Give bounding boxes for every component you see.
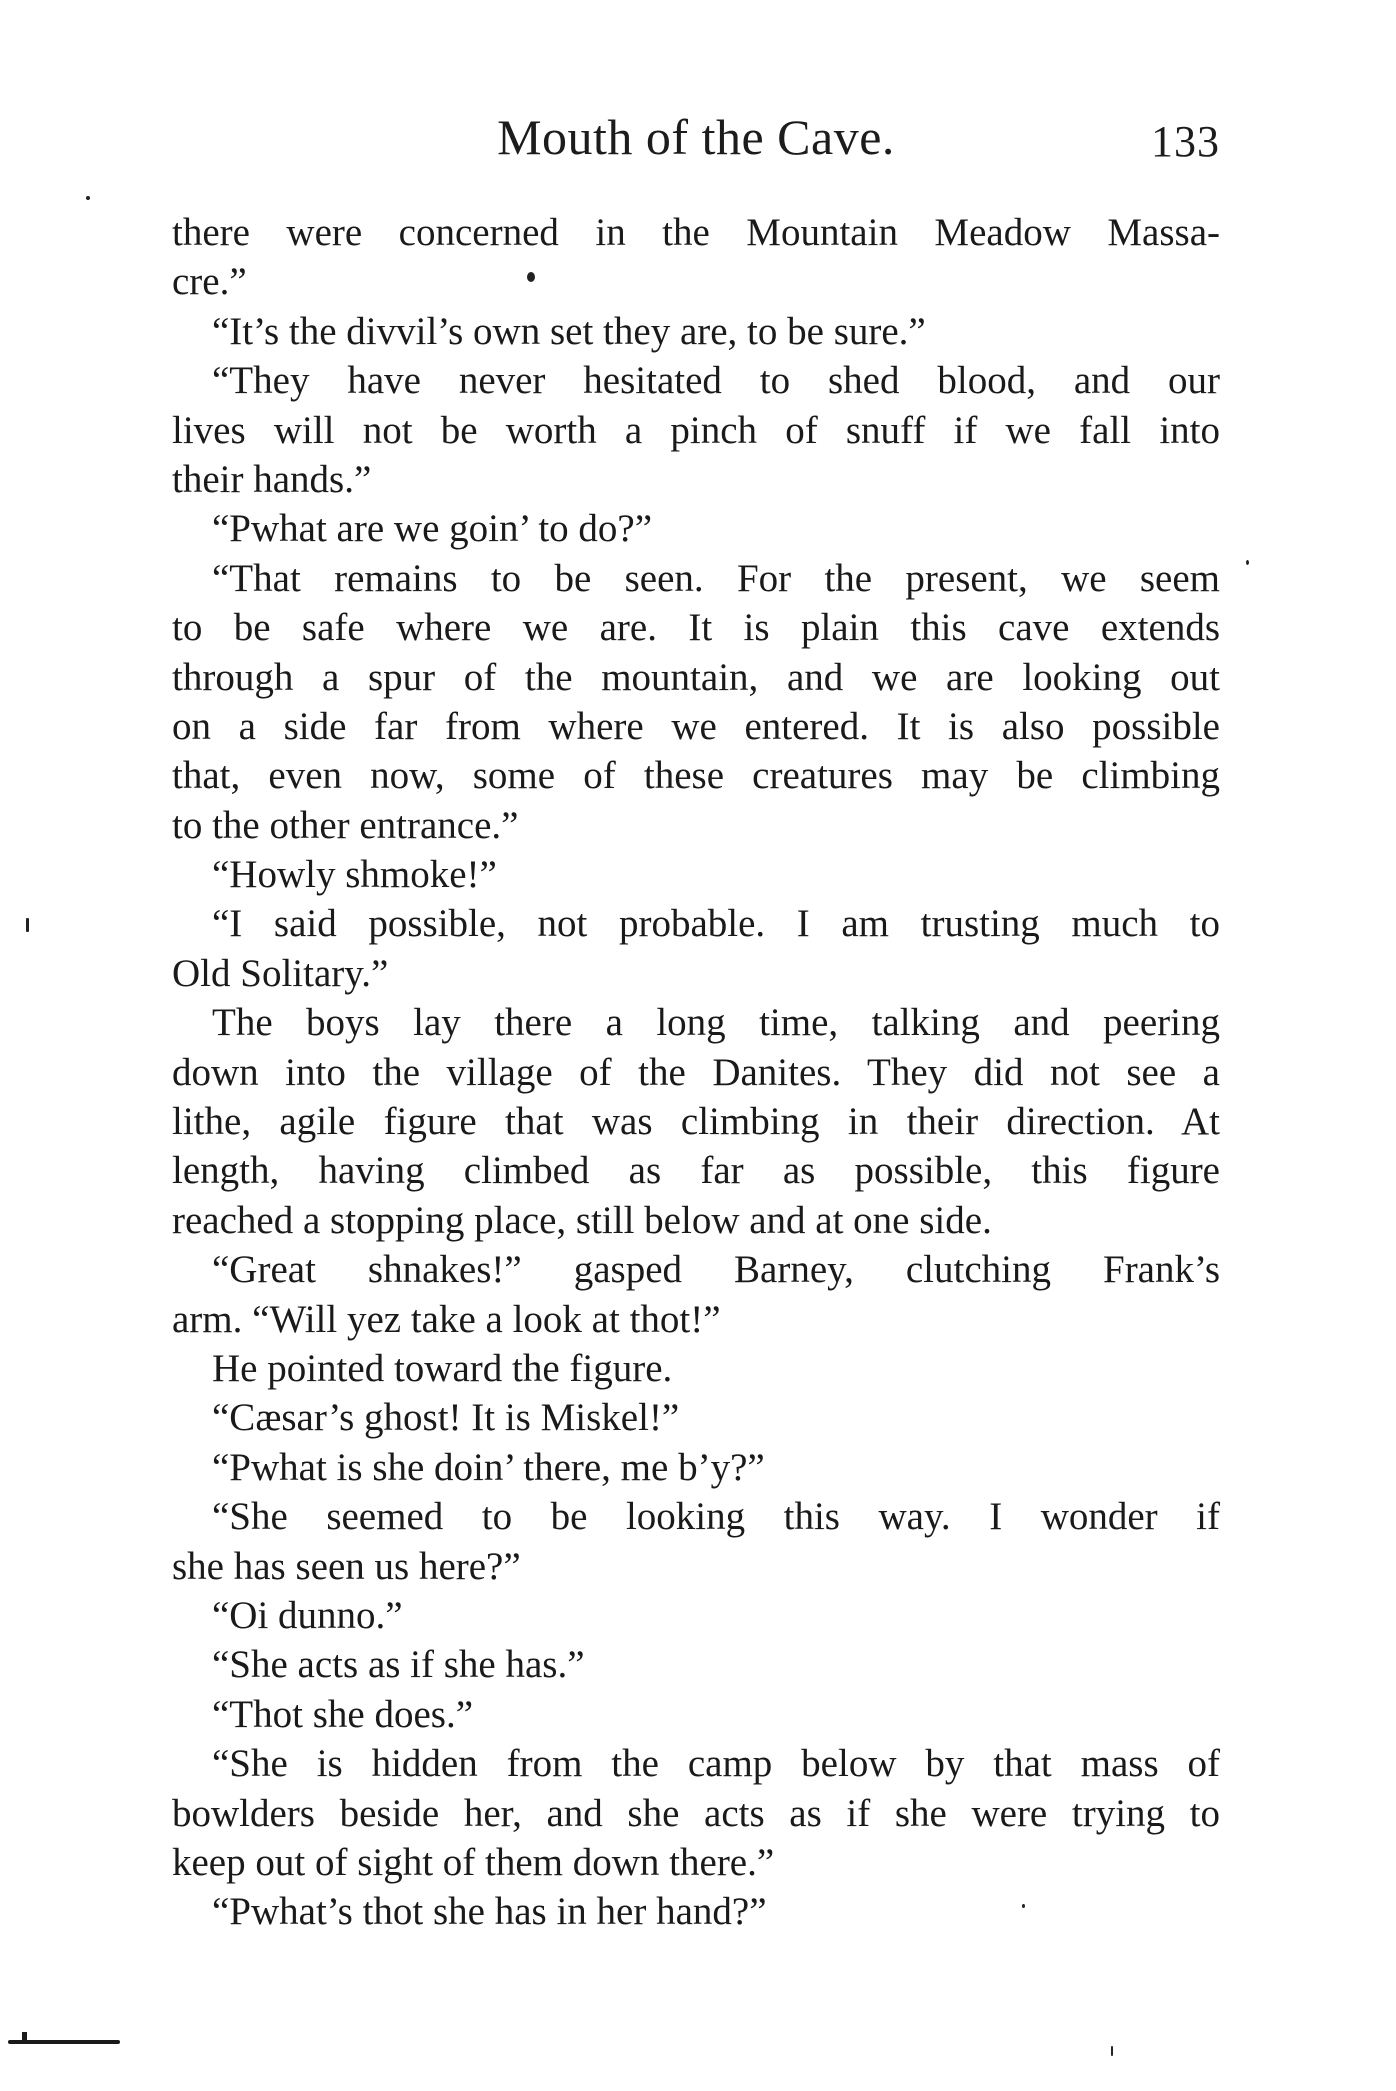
text-line: Old Solitary.” — [172, 951, 389, 995]
ink-speck — [86, 196, 90, 200]
text-line: reached a stopping place, still below and at one side. — [172, 1198, 992, 1242]
text-line: lives will not be worth a pinch of snuff if we fall into — [172, 408, 1220, 452]
text-line: she has seen us here?” — [172, 1544, 521, 1588]
text-line: “Cæsar’s ghost! It is Miskel!” — [212, 1396, 680, 1440]
margin-rule-mark — [8, 2040, 120, 2044]
text-line: “That remains to be seen. For the present, we seem — [212, 556, 1220, 600]
text-line: to be safe where we are. It is plain this cave extends — [172, 606, 1220, 650]
text-line: “Oi dunno.” — [212, 1593, 403, 1637]
text-line: The boys lay there a long time, talking and peering — [212, 1001, 1220, 1045]
text-line: arm. “Will yez take a look at thot!” — [172, 1297, 721, 1341]
text-line: to the other entrance.” — [172, 803, 519, 847]
ink-speck — [1022, 1904, 1025, 1908]
text-line: “Howly shmoke!” — [212, 853, 497, 897]
text-line: He pointed toward the figure. — [212, 1346, 673, 1390]
text-line: bowlders beside her, and she acts as if she were trying to — [172, 1791, 1220, 1835]
text-line: “Thot she does.” — [212, 1692, 474, 1736]
text-line: “I said possible, not probable. I am trusting much to — [212, 902, 1220, 946]
running-head — [172, 108, 1220, 178]
text-line: “Pwhat are we goin’ to do?” — [212, 507, 653, 551]
text-line: keep out of sight of them down there.” — [172, 1840, 775, 1884]
text-line: “Pwhat is she doin’ there, me b’y?” — [212, 1445, 765, 1489]
running-title: Mouth of the Cave. — [497, 109, 895, 165]
text-line: “They have never hesitated to shed blood, and our — [212, 359, 1220, 403]
text-line: length, having climbed as far as possible, this figure — [172, 1149, 1220, 1193]
text-line: “She acts as if she has.” — [212, 1643, 585, 1687]
text-line: down into the village of the Danites. They did not see a — [172, 1050, 1220, 1094]
text-line: lithe, agile figure that was climbing in their direction. At — [172, 1100, 1220, 1144]
text-line: that, even now, some of these creatures may be climbing — [172, 754, 1220, 798]
text-line: cre.” — [172, 260, 247, 304]
text-line: on a side far from where we entered. It is also possible — [172, 704, 1220, 748]
text-line: “It’s the divvil’s own set they are, to be sure.” — [212, 309, 926, 353]
text-line: their hands.” — [172, 457, 372, 501]
ink-speck — [1111, 2046, 1113, 2056]
text-line: “She is hidden from the camp below by that mass of — [212, 1742, 1220, 1786]
body-text — [172, 208, 1220, 1937]
ink-speck — [527, 272, 535, 282]
text-line: through a spur of the mountain, and we are looking out — [172, 655, 1220, 699]
page-number: 133 — [1151, 117, 1220, 166]
text-line: “She seemed to be looking this way. I wonder if — [212, 1495, 1220, 1539]
text-line: “Pwhat’s thot she has in her hand?” — [212, 1890, 767, 1934]
ink-speck — [26, 918, 29, 932]
text-line: there were concerned in the Mountain Meadow Massa- — [172, 211, 1220, 254]
text-line: “Great shnakes!” gasped Barney, clutching Frank’s — [212, 1248, 1220, 1292]
ink-speck — [1246, 560, 1249, 565]
